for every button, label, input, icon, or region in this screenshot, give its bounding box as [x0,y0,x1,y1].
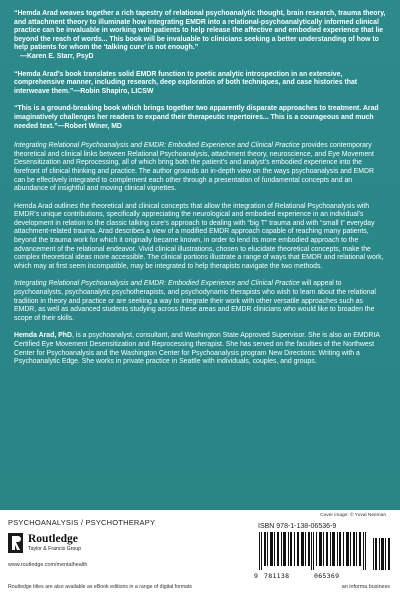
description-text: provides contemporary theoretical and clinical links between Relational Psychoanalysis, attachment theory, neuroscience, and Eye Movement Desensitization and Reprocessing, all of which bring both the patient’s and analyst’s embodied experience into the forefront of clinical thinking and practice. The author grounds an in-depth view on the ways psychoanalysis and EMDR can be effectively integrated to complement each other through a presentation of fundamental concepts and an abundance of insightful and moving clinical vignettes. [14,142,374,193]
description-paragraph: Hemda Arad outlines the theoretical and clinical concepts that allow the integration of Relational Psychoanalysis with EMDR’s unique contributions, specifically appreciating the neurological and embodied experience in an individual’s development in relation to the classic talking cure’s approach to dealing with “big T” trauma and with “small t” everyday attachment-related trauma. Arad describes a view of a modified EMDR approach capable of reaching many patients, beyond the trauma work for which it originally became known, in order to lend its more embodied approach to the advancement of the relational endeavor. Vivid clinical illustrations, chosen to elucidate theoretical concepts, make the complex theoretical ideas more accessible. The clinical portions illustrate a range of ways that EMDR and relational work, which may at first seem incompatible, may be integrated to help therapists navigate the two methods. [14,202,384,270]
endorsement-quote [14,71,386,97]
subject-category: PSYCHOANALYSIS / PSYCHOTHERAPY [8,518,156,527]
description-paragraph [14,142,386,194]
cover-image-credit: Cover image: © Yuval Neeman [320,513,386,518]
description-text: will appeal to psychoanalysts, psychoanalytic psychotherapists, and psychodynamic therapists who wish to learn about the relational tradition in theory and practice or are seeking a way to integrate their work with other versatile approaches such as EMDR, as well as advanced students studying across these areas and EMDR clinicians who would like to broaden the scope of their skills. [14,280,376,322]
endorsement-attribution: —Robert Winer, MD [57,122,122,130]
author-bio [14,332,386,366]
informa-business-label: an informa business [341,584,390,590]
isbn-text: ISBN 978-1-138-06536-9 [258,523,337,530]
publisher-name: Routledge [28,533,78,545]
endorsement-quote-text: “This is a ground-breaking book which brings together two apparently disparate approaches to treatment. Arad imaginatively challenges her readers to expand their therapeutic repertoires... This is a courageous and much needed text.” [14,105,379,130]
author-name: Hemda Arad, PhD [14,332,72,340]
barcode-digits [254,572,370,580]
description-paragraph [14,280,386,323]
endorsement-quote-text: “Hemda Arad’s book translates solid EMDR function to poetic analytic introspection in an extensive, comprehensive manner, including research, deep exploration of both techniques, and case histories that interweave them.” [14,70,358,95]
book-title-italic: Integrating Relational Psychoanalysis and EMDR: Embodied Experience and Clinical Practice [14,280,300,288]
barcode-digit-group: 9 [254,572,259,580]
endorsement-quote: “Hemda Arad weaves together a rich tapestry of relational psychoanalytic thought, brain research, trauma theory, and attachment theory to illuminate how integrating EMDR into a relational-psychoanalytically informed clinical practice can be invaluable in working with patients to help release the affective and embodied experience that lie beyond the reach of words... This book will be invaluable to clinicians seeking a better understanding of how to help patients for whom the ‘talking cure’ is not enough.” [14,10,386,52]
isbn-barcode-icon [258,532,368,570]
price-addon-barcode-icon [372,532,392,570]
author-bio-text: , is a psychoanalyst, consultant, and Washington State Approved Supervisor. She is also an EMDRIA Certified Eye Movement Desensitization and Reprocessing therapist. She has served on the faculties of the Northwest Center for Psychoanalysis and the Washington Center for Psychoanalysis program New Directions: Writing with a Psychoanalytic Edge. She works in private practice in Seattle with individuals, couples, and groups. [14,332,380,366]
routledge-logo-icon [8,533,23,553]
publisher-subtitle: Taylor & Francis Group [28,546,82,552]
book-title-italic: Integrating Relational Psychoanalysis and EMDR: Embodied Experience and Clinical Practice [14,142,300,150]
publisher-url: www.routledge.com/mentalhealth [8,562,88,568]
endorsement-quote [14,105,386,131]
ebook-note: Routledge titles are also available as eBook editions in a range of digital formats [8,584,192,590]
endorsement-attribution: —Karen E. Starr, PsyD [20,52,94,60]
barcode-digit-group: 065369 [314,572,340,580]
barcode-digit-group: 781138 [264,572,290,580]
endorsement-attribution: —Robin Shapiro, LICSW [73,87,154,95]
